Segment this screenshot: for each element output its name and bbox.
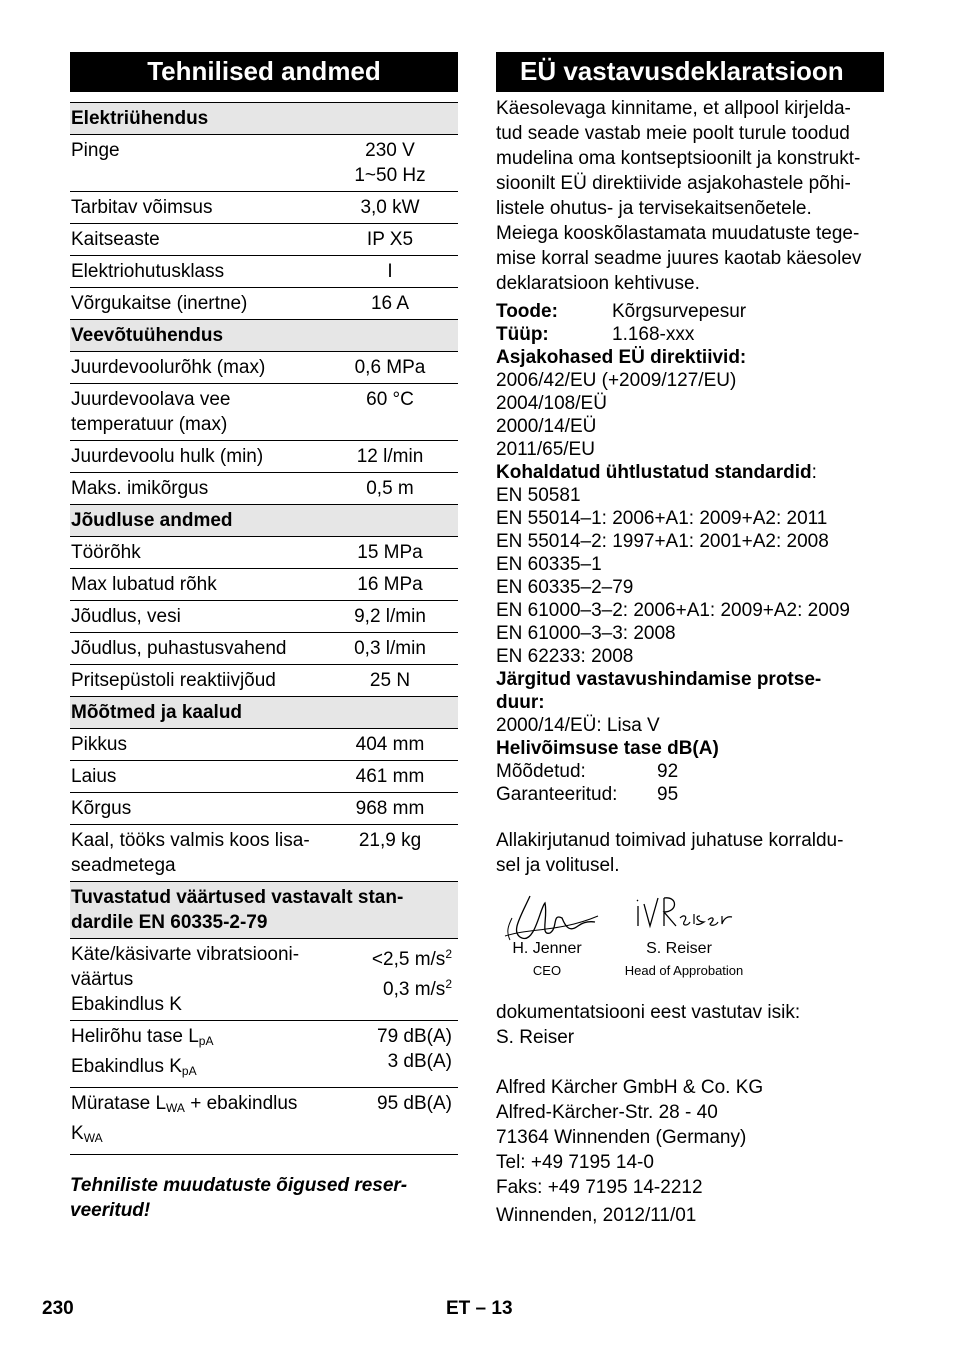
spec-label: Kaitseaste [71, 229, 160, 250]
spec-value: I [387, 261, 393, 282]
section-heading-row [70, 505, 458, 537]
spec-label: Kaal, tööks valmis koos lisa- seadmetega [71, 830, 310, 876]
spec-row [70, 192, 458, 224]
spec-row [70, 224, 458, 256]
spec-row [70, 441, 458, 473]
spec-value: 461 mm [355, 766, 425, 787]
uncertainty-label: Ebakindlus K [71, 994, 182, 1015]
procedure-value: 2000/14/EÜ: Lisa V [496, 715, 660, 736]
directive-item: 2004/108/EÜ [496, 393, 607, 414]
procedure-heading: Järgitud vastavushindamise protse- duur: [496, 669, 822, 713]
spec-value: 60 °C [366, 389, 414, 410]
spec-value: 968 mm [355, 798, 425, 819]
spec-label: Töörõhk [71, 542, 141, 563]
spec-label: Jõudlus, vesi [71, 606, 181, 627]
standard-item: EN 61000–3–3: 2008 [496, 623, 676, 644]
spec-row [70, 601, 458, 633]
spec-value: 16 A [370, 293, 410, 314]
spec-row [70, 135, 458, 192]
technical-data-column [70, 52, 458, 1223]
spec-label: Kõrgus [71, 798, 132, 819]
vibration-label-1: Käte/käsivarte vibratsiooni- [71, 944, 300, 965]
specs-table [70, 102, 458, 1155]
product-row: Toode: Kõrgsurvepesur [496, 301, 747, 322]
company-line: Alfred Kärcher GmbH & Co. KG [496, 1077, 764, 1098]
declaration-title: EÜ vastavusdeklaratsioon [496, 52, 884, 92]
spec-label: Võrgukaitse (inertne) [71, 293, 248, 314]
spec-row [70, 761, 458, 793]
section-heading-row [70, 697, 458, 729]
vibration-row [70, 939, 458, 1021]
standard-item: EN 55014–1: 2006+A1: 2009+A2: 2011 [496, 508, 828, 529]
vibration-label-2: väärtus [71, 969, 134, 990]
page-number: 230 [42, 1298, 74, 1319]
type-row: Tüüp: 1.168-xxx [496, 324, 695, 345]
company-line: 71364 Winnenden (Germany) [496, 1127, 747, 1148]
spec-row [70, 537, 458, 569]
spec-label: Jõudlus, puhastusvahend [71, 638, 287, 659]
company-line: Faks: +49 7195 14-2212 [496, 1177, 703, 1198]
measured-heading-row [70, 882, 458, 939]
standard-item: EN 60335–2–79 [496, 577, 634, 598]
signer1-name: H. Jenner [512, 940, 582, 957]
declaration-details [496, 300, 884, 806]
standard-item: EN 55014–2: 1997+A1: 2001+A2: 2008 [496, 531, 829, 552]
declaration-column [496, 52, 884, 1228]
sound-pressure-value: 79 dB(A) [377, 1026, 452, 1047]
spec-value: 9,2 l/min [354, 606, 426, 627]
spec-label: Laius [71, 766, 117, 787]
rights-reserved-note: Tehniliste muudatuste õigused reser- veeritud! [70, 1175, 408, 1221]
section-heading: Jõudluse andmed [70, 505, 458, 537]
section-heading-row [70, 320, 458, 352]
page-label: ET – 13 [446, 1298, 513, 1319]
spec-label: Juurdevoolu hulk (min) [71, 446, 264, 467]
spec-label: Maks. imikõrgus [71, 478, 209, 499]
spec-row [70, 384, 458, 441]
documentation-responsible: dokumentatsiooni eest vastutav isik: S. Reiser [496, 1002, 801, 1048]
section-heading: Elektriühendus [70, 103, 458, 135]
standard-item: EN 50581 [496, 485, 581, 506]
spec-label: Tarbitav võimsus [71, 197, 213, 218]
sound-pressure-uncertainty-value: 3 dB(A) [387, 1051, 452, 1072]
measured-values [70, 882, 458, 1155]
sound-power-value: 95 dB(A) [377, 1093, 452, 1114]
spec-label: Elektriohutusklass [71, 261, 225, 282]
signing-authority-text: Allakirjutanud toimivad juhatuse korraldu- sel ja volitusel. [496, 830, 844, 876]
company-address [496, 1075, 884, 1200]
standard-item: EN 62233: 2008 [496, 646, 634, 667]
spec-value: 404 mm [355, 734, 425, 755]
sound-level-heading: Helivõimsuse tase dB(A) [496, 738, 719, 759]
spec-value: 0,5 m [366, 478, 414, 499]
standards-heading: Kohaldatud ühtlustatud standardid: [496, 462, 817, 483]
spec-row [70, 633, 458, 665]
directives-list [496, 369, 884, 461]
directives-heading: Asjakohased EÜ direktiivid: [496, 347, 747, 368]
declaration-intro: Käesolevaga kinnitame, et allpool kirjelda- tud seade vastab meie poolt turule toodud mudelina oma kontseptsioonilt ja konstrukt- sioonilt EÜ direktiivide asjakohastele põhi- listele ohutus- ja tervisekaitsenõetele. Meiega kooskõlastamata muudatuste tege- mise korral seadme juures kaotab käesolev deklaratsioon kehtivuse. [496, 98, 862, 294]
signature-jenner-icon [500, 888, 600, 948]
company-line: Alfred-Kärcher-Str. 28 - 40 [496, 1102, 718, 1123]
spec-value: 21,9 kg [358, 830, 422, 851]
signer1-role: CEO [532, 963, 562, 978]
signer2-role: Head of Approbation [624, 963, 744, 978]
spec-label: Pinge [71, 140, 120, 161]
signature-reiser-icon [634, 892, 734, 936]
spec-row [70, 729, 458, 761]
spec-row [70, 665, 458, 697]
spec-value: 12 l/min [356, 446, 424, 467]
spec-row [70, 569, 458, 601]
sound-pressure-row [70, 1021, 458, 1088]
spec-row [70, 288, 458, 320]
spec-label: Juurdevoolurõhk (max) [71, 357, 266, 378]
spec-label: Juurdevoolava vee temperatuur (max) [71, 389, 231, 435]
spec-label: Pikkus [71, 734, 127, 755]
section-heading-row [70, 103, 458, 135]
measured-heading: Tuvastatud väärtused vastavalt stan- dardile EN 60335-2-79 [70, 882, 458, 939]
spec-value: 0,3 l/min [354, 638, 426, 659]
spec-value: 0,6 MPa [354, 357, 426, 378]
spec-value: 25 N [369, 670, 411, 691]
spec-value: 15 MPa [357, 542, 423, 563]
company-line: Tel: +49 7195 14-0 [496, 1152, 654, 1173]
place-date: Winnenden, 2012/11/01 [496, 1205, 697, 1226]
sound-power-row: Müratase $L_{WA}$ + ebakindlus $K_{WA}$ 95 dB(A) [70, 1088, 458, 1155]
spec-value: IP X5 [366, 229, 414, 250]
standard-item: EN 60335–1 [496, 554, 602, 575]
spec-value: 230 V 1~50 Hz [354, 140, 426, 186]
vibration-uncertainty-value: 0,3 $m/s^2$ [383, 977, 452, 1000]
section-heading: Veevõtuühendus [70, 320, 458, 352]
spec-row [70, 352, 458, 384]
standard-item: EN 61000–3–2: 2006+A1: 2009+A2: 2009 [496, 600, 850, 621]
spec-row [70, 793, 458, 825]
spec-label: Pritsepüstoli reaktiivjõud [71, 670, 276, 691]
spec-value: 3,0 kW [360, 197, 420, 218]
spec-row [70, 473, 458, 505]
standards-list [496, 484, 884, 668]
directive-item: 2006/42/EU (+2009/127/EU) [496, 370, 737, 391]
sound-power-label: Müratase $L_{WA}$ + ebakindlus [71, 1093, 298, 1115]
sound-pressure-label: Helirõhu tase $L_{pA}$ [71, 1026, 214, 1048]
technical-data-title: Tehnilised andmed [70, 52, 458, 92]
spec-row [70, 256, 458, 288]
spec-value: 16 MPa [357, 574, 423, 595]
spec-label: Max lubatud rõhk [71, 574, 217, 595]
section-heading: Mõõtmed ja kaalud [70, 697, 458, 729]
vibration-value: <2,5 $m/s^2$ [371, 947, 452, 970]
spec-row [70, 825, 458, 882]
sound-pressure-uncertainty-label: Ebakindlus $K_{pA}$ [71, 1056, 197, 1078]
directive-item: 2011/65/EU [496, 439, 595, 460]
directive-item: 2000/14/EÜ [496, 416, 597, 437]
signatures [496, 888, 884, 1000]
measured-row: Mõõdetud: 92 [496, 761, 679, 782]
guaranteed-row: Garanteeritud: 95 [496, 784, 679, 805]
signer2-name: S. Reiser [646, 940, 712, 957]
